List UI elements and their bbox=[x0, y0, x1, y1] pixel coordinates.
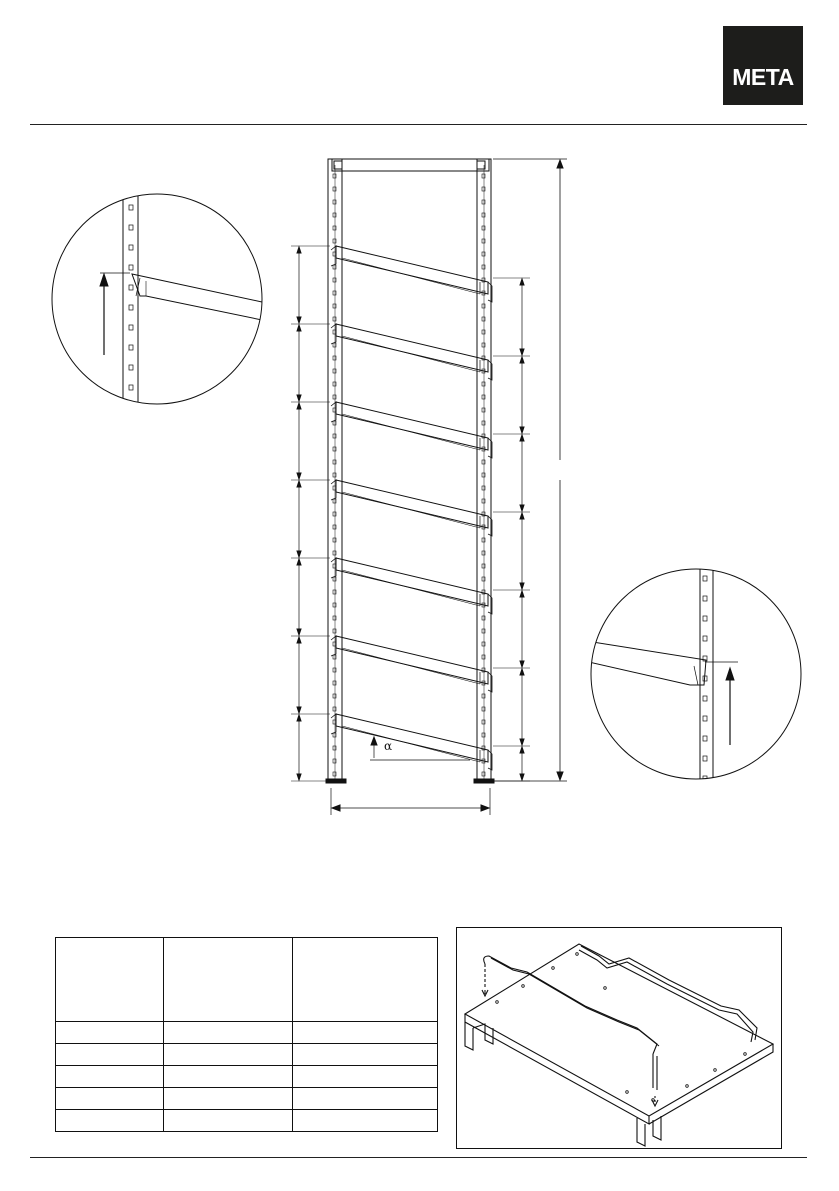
shelf bbox=[331, 402, 492, 458]
shelving-assembly-drawing bbox=[0, 130, 839, 830]
shelf bbox=[331, 246, 492, 302]
shelf bbox=[331, 636, 492, 692]
shelf bbox=[331, 714, 492, 770]
overall-height-dimension bbox=[493, 159, 567, 781]
table-cell bbox=[56, 1110, 164, 1132]
right-upright bbox=[474, 159, 494, 783]
table-cell bbox=[164, 1022, 293, 1044]
table-row bbox=[56, 1044, 438, 1066]
inclined-shelves bbox=[331, 246, 492, 770]
shelf-illustration bbox=[457, 928, 781, 1148]
shelf bbox=[331, 558, 492, 614]
left-detail-magnifier bbox=[52, 190, 262, 410]
table-cell bbox=[164, 1044, 293, 1066]
table-row bbox=[56, 1110, 438, 1132]
table-row bbox=[56, 1088, 438, 1110]
overall-width-dimension bbox=[331, 788, 490, 815]
table-cell bbox=[56, 1088, 164, 1110]
table-cell bbox=[164, 1088, 293, 1110]
top-crossbar bbox=[332, 159, 489, 171]
logo-text: META bbox=[732, 64, 794, 90]
table-row bbox=[56, 1066, 438, 1088]
spec-header-cell bbox=[164, 938, 293, 1022]
shelf-illustration-frame bbox=[456, 927, 782, 1149]
table-cell bbox=[293, 1066, 438, 1088]
spec-table-header bbox=[56, 938, 438, 1022]
header-rule bbox=[30, 124, 807, 125]
right-upright-holes bbox=[482, 174, 485, 776]
spec-header-cell bbox=[293, 938, 438, 1022]
footer-rule bbox=[30, 1157, 807, 1158]
spec-table bbox=[55, 937, 438, 1132]
left-dimension-chain bbox=[291, 246, 330, 781]
angle-alpha-label: α bbox=[384, 739, 393, 753]
right-dimension-chain bbox=[493, 278, 530, 781]
spec-header-cell bbox=[56, 938, 164, 1022]
shelf bbox=[331, 324, 492, 380]
table-cell bbox=[56, 1022, 164, 1044]
table-cell bbox=[293, 1022, 438, 1044]
table-cell bbox=[293, 1044, 438, 1066]
table-cell bbox=[56, 1066, 164, 1088]
meta-logo bbox=[723, 26, 803, 105]
table-cell bbox=[56, 1044, 164, 1066]
table-cell bbox=[164, 1066, 293, 1088]
table-row bbox=[56, 1022, 438, 1044]
table-cell bbox=[293, 1088, 438, 1110]
table-cell bbox=[164, 1110, 293, 1132]
shelf bbox=[331, 480, 492, 536]
right-detail-magnifier bbox=[580, 560, 801, 790]
table-cell bbox=[293, 1110, 438, 1132]
